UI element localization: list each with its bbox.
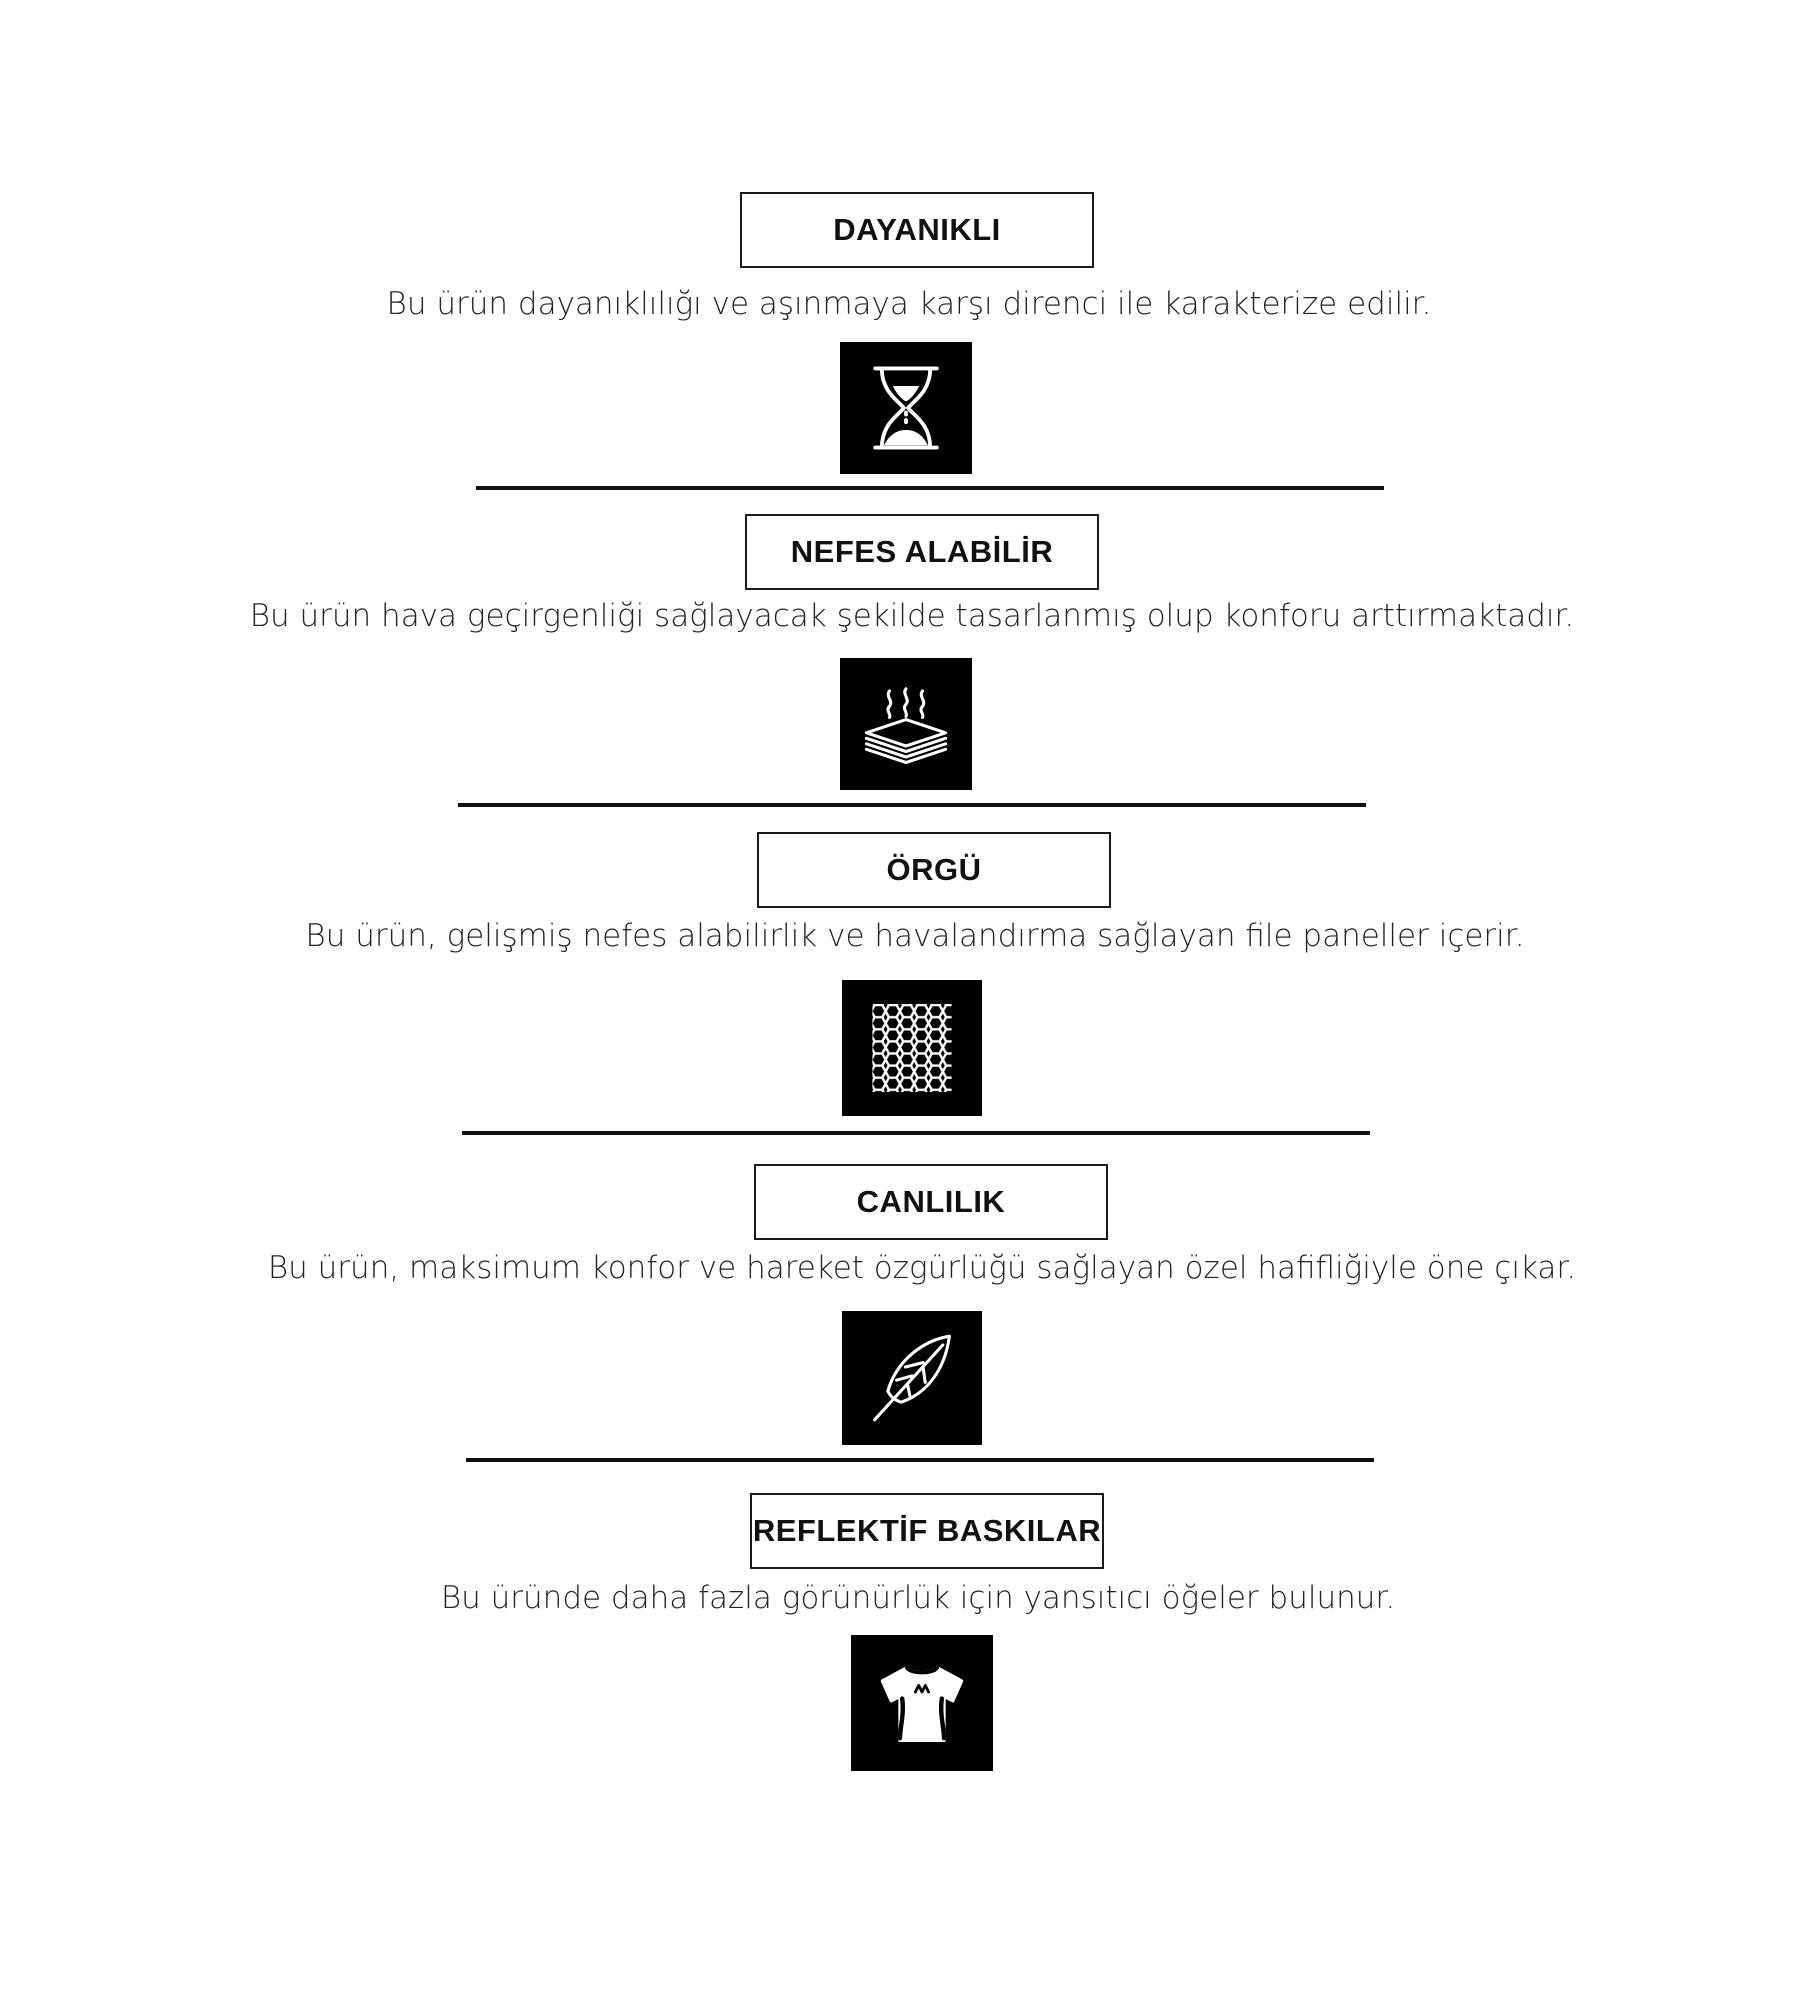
divider [458, 803, 1366, 807]
divider [476, 486, 1384, 490]
divider [466, 1458, 1374, 1462]
tshirt-icon [851, 1635, 993, 1771]
feather-icon [842, 1311, 982, 1445]
breathable-layers-icon [840, 658, 972, 790]
feature-description: Bu ürün hava geçirgenliği sağlayacak şekilde tasarlanmış olup konforu arttırmaktadır. [249, 598, 1575, 634]
feature-description: Bu üründe daha fazla görünürlük için yansıtıcı öğeler bulunur. [440, 1580, 1396, 1616]
feature-description: Bu ürün, maksimum konfor ve hareket özgürlüğü sağlayan özel hafifliğiyle öne çıkar. [267, 1250, 1577, 1286]
feature-description: Bu ürün, gelişmiş nefes alabilirlik ve havalandırma sağlayan file paneller içerir. [305, 918, 1525, 954]
feature-title: REFLEKTİF BASKILAR [750, 1493, 1104, 1569]
hourglass-icon [840, 342, 972, 474]
feature-title: DAYANIKLI [740, 192, 1094, 268]
feature-title: CANLILIK [754, 1164, 1108, 1240]
feature-title: NEFES ALABİLİR [745, 514, 1099, 590]
divider [462, 1131, 1370, 1135]
feature-title: ÖRGÜ [757, 832, 1111, 908]
feature-description: Bu ürün dayanıklılığı ve aşınmaya karşı direnci ile karakterize edilir. [386, 286, 1432, 322]
mesh-icon [842, 980, 982, 1116]
